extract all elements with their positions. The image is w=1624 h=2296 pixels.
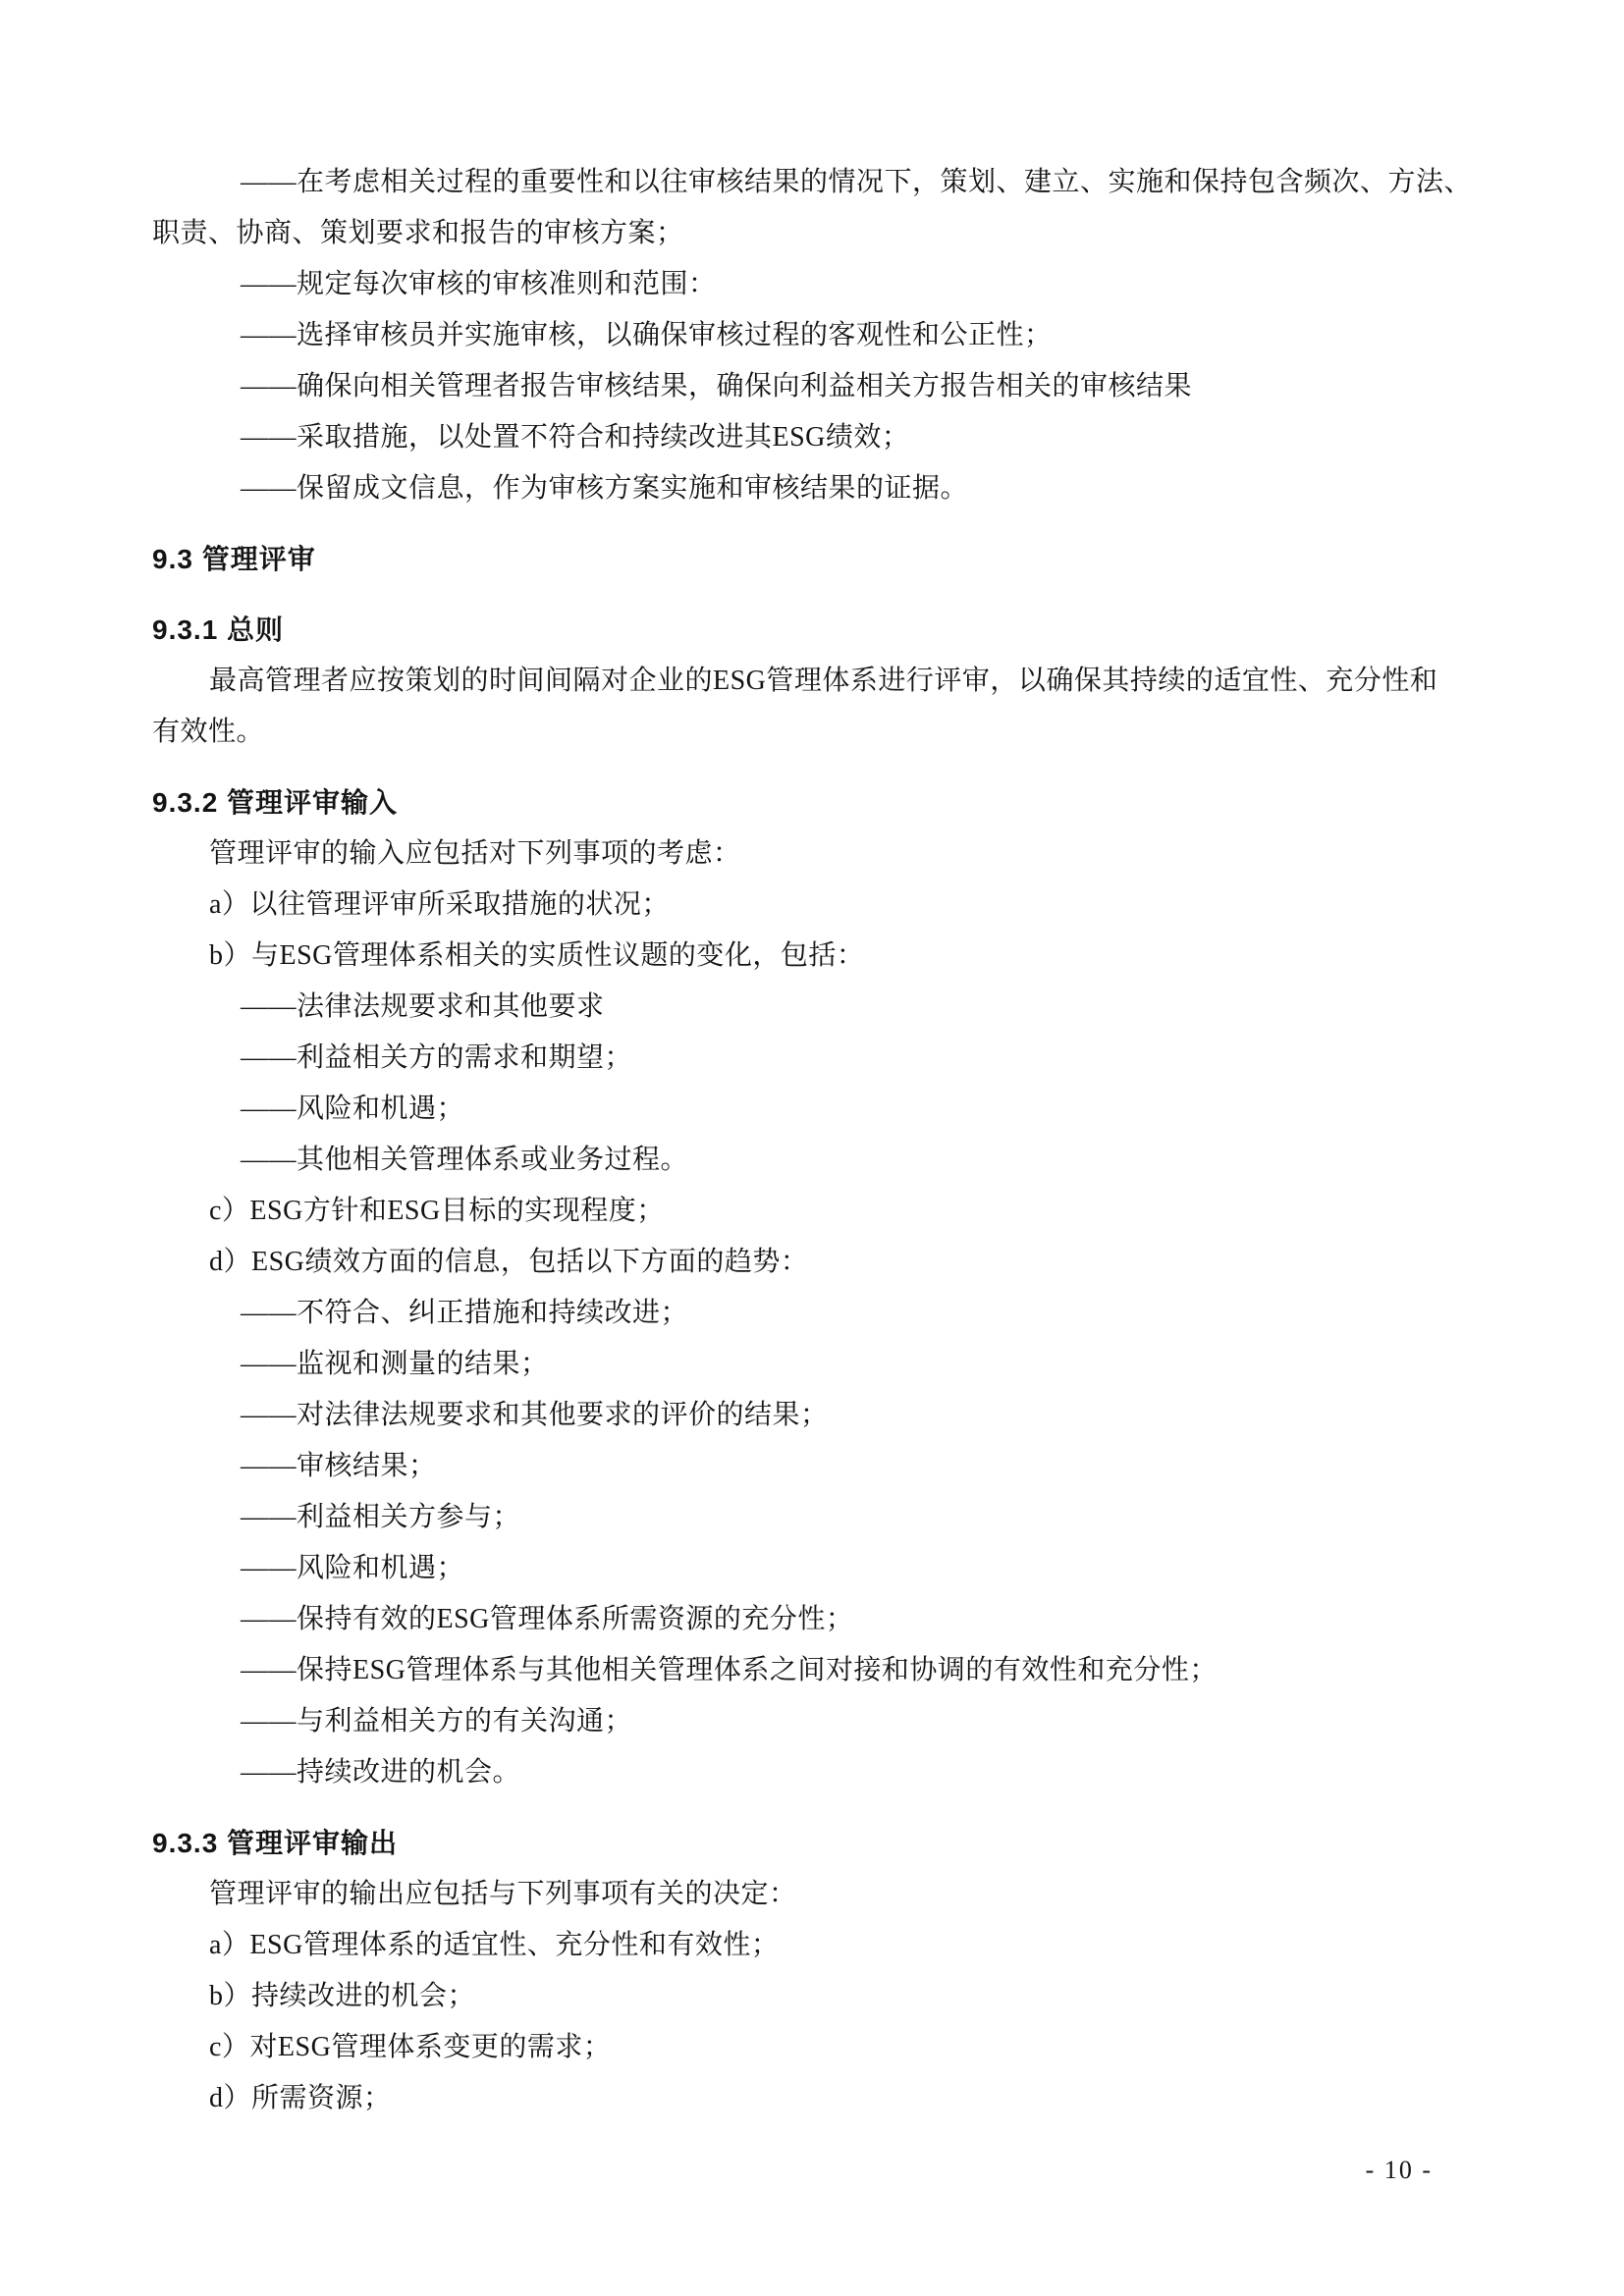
text-line: ——利益相关方参与； (241, 1502, 521, 1532)
document-body (152, 157, 1527, 2124)
text-line: b）与ESG管理体系相关的实质性议题的变化，包括： (209, 940, 865, 971)
text-line: ——规定每次审核的审核准则和范围： (241, 269, 717, 299)
text-line: d）所需资源； (209, 2083, 392, 2113)
text-line: a）ESG管理体系的适宜性、充分性和有效性； (209, 1930, 780, 1960)
text-line: ——采取措施，以处置不符合和持续改进其ESG绩效； (241, 422, 910, 453)
text-line: ——利益相关方的需求和期望； (241, 1042, 633, 1073)
text-line: ——监视和测量的结果； (241, 1349, 549, 1379)
text-line: ——与利益相关方的有关沟通； (241, 1706, 633, 1736)
text-line: ——风险和机遇； (241, 1553, 465, 1583)
text-line: a）以往管理评审所采取措施的状况； (209, 889, 670, 920)
text-line: ——对法律法规要求和其他要求的评价的结果； (241, 1400, 829, 1430)
section-heading: 9.3 管理评审 (152, 544, 316, 574)
text-line: ——选择审核员并实施审核，以确保审核过程的客观性和公正性； (241, 320, 1053, 350)
text-line: b）持续改进的机会； (209, 1981, 476, 2011)
text-line: ——保持有效的ESG管理体系所需资源的充分性； (241, 1604, 854, 1634)
section-heading: 9.3.1 总则 (152, 614, 285, 645)
text-line: ——其他相关管理体系或业务过程。 (241, 1145, 689, 1175)
text-line: 职责、协商、策划要求和报告的审核方案； (152, 218, 684, 248)
text-line: d）ESG绩效方面的信息，包括以下方面的趋势： (209, 1247, 809, 1277)
text-line: ——保留成文信息，作为审核方案实施和审核结果的证据。 (241, 473, 969, 504)
section-heading: 9.3.2 管理评审输入 (152, 787, 399, 818)
text-line: c）对ESG管理体系变更的需求； (209, 2032, 612, 2062)
text-line: ——确保向相关管理者报告审核结果，确保向利益相关方报告相关的审核结果 (241, 371, 1193, 401)
text-line: ——法律法规要求和其他要求 (241, 991, 605, 1022)
text-line: c）ESG方针和ESG目标的实现程度； (209, 1196, 665, 1226)
text-line: ——审核结果； (241, 1451, 437, 1481)
text-line: ——在考虑相关过程的重要性和以往审核结果的情况下，策划、建立、实施和保持包含频次、方法、 (241, 167, 1473, 197)
text-line: 最高管理者应按策划的时间间隔对企业的ESG管理体系进行评审，以确保其持续的适宜性、充分性和 (209, 666, 1438, 696)
text-line: 管理评审的输入应包括对下列事项的考虑： (209, 838, 741, 869)
text-line: ——不符合、纠正措施和持续改进； (241, 1298, 689, 1328)
text-line: 管理评审的输出应包括与下列事项有关的决定： (209, 1879, 797, 1909)
text-line: ——持续改进的机会。 (241, 1757, 521, 1788)
text-line: 有效性。 (152, 717, 265, 747)
text-line: ——保持ESG管理体系与其他相关管理体系之间对接和协调的有效性和充分性； (241, 1655, 1218, 1685)
text-line: ——风险和机遇； (241, 1094, 465, 1124)
page-number: - 10 - (1365, 2156, 1433, 2184)
section-heading: 9.3.3 管理评审输出 (152, 1828, 399, 1858)
